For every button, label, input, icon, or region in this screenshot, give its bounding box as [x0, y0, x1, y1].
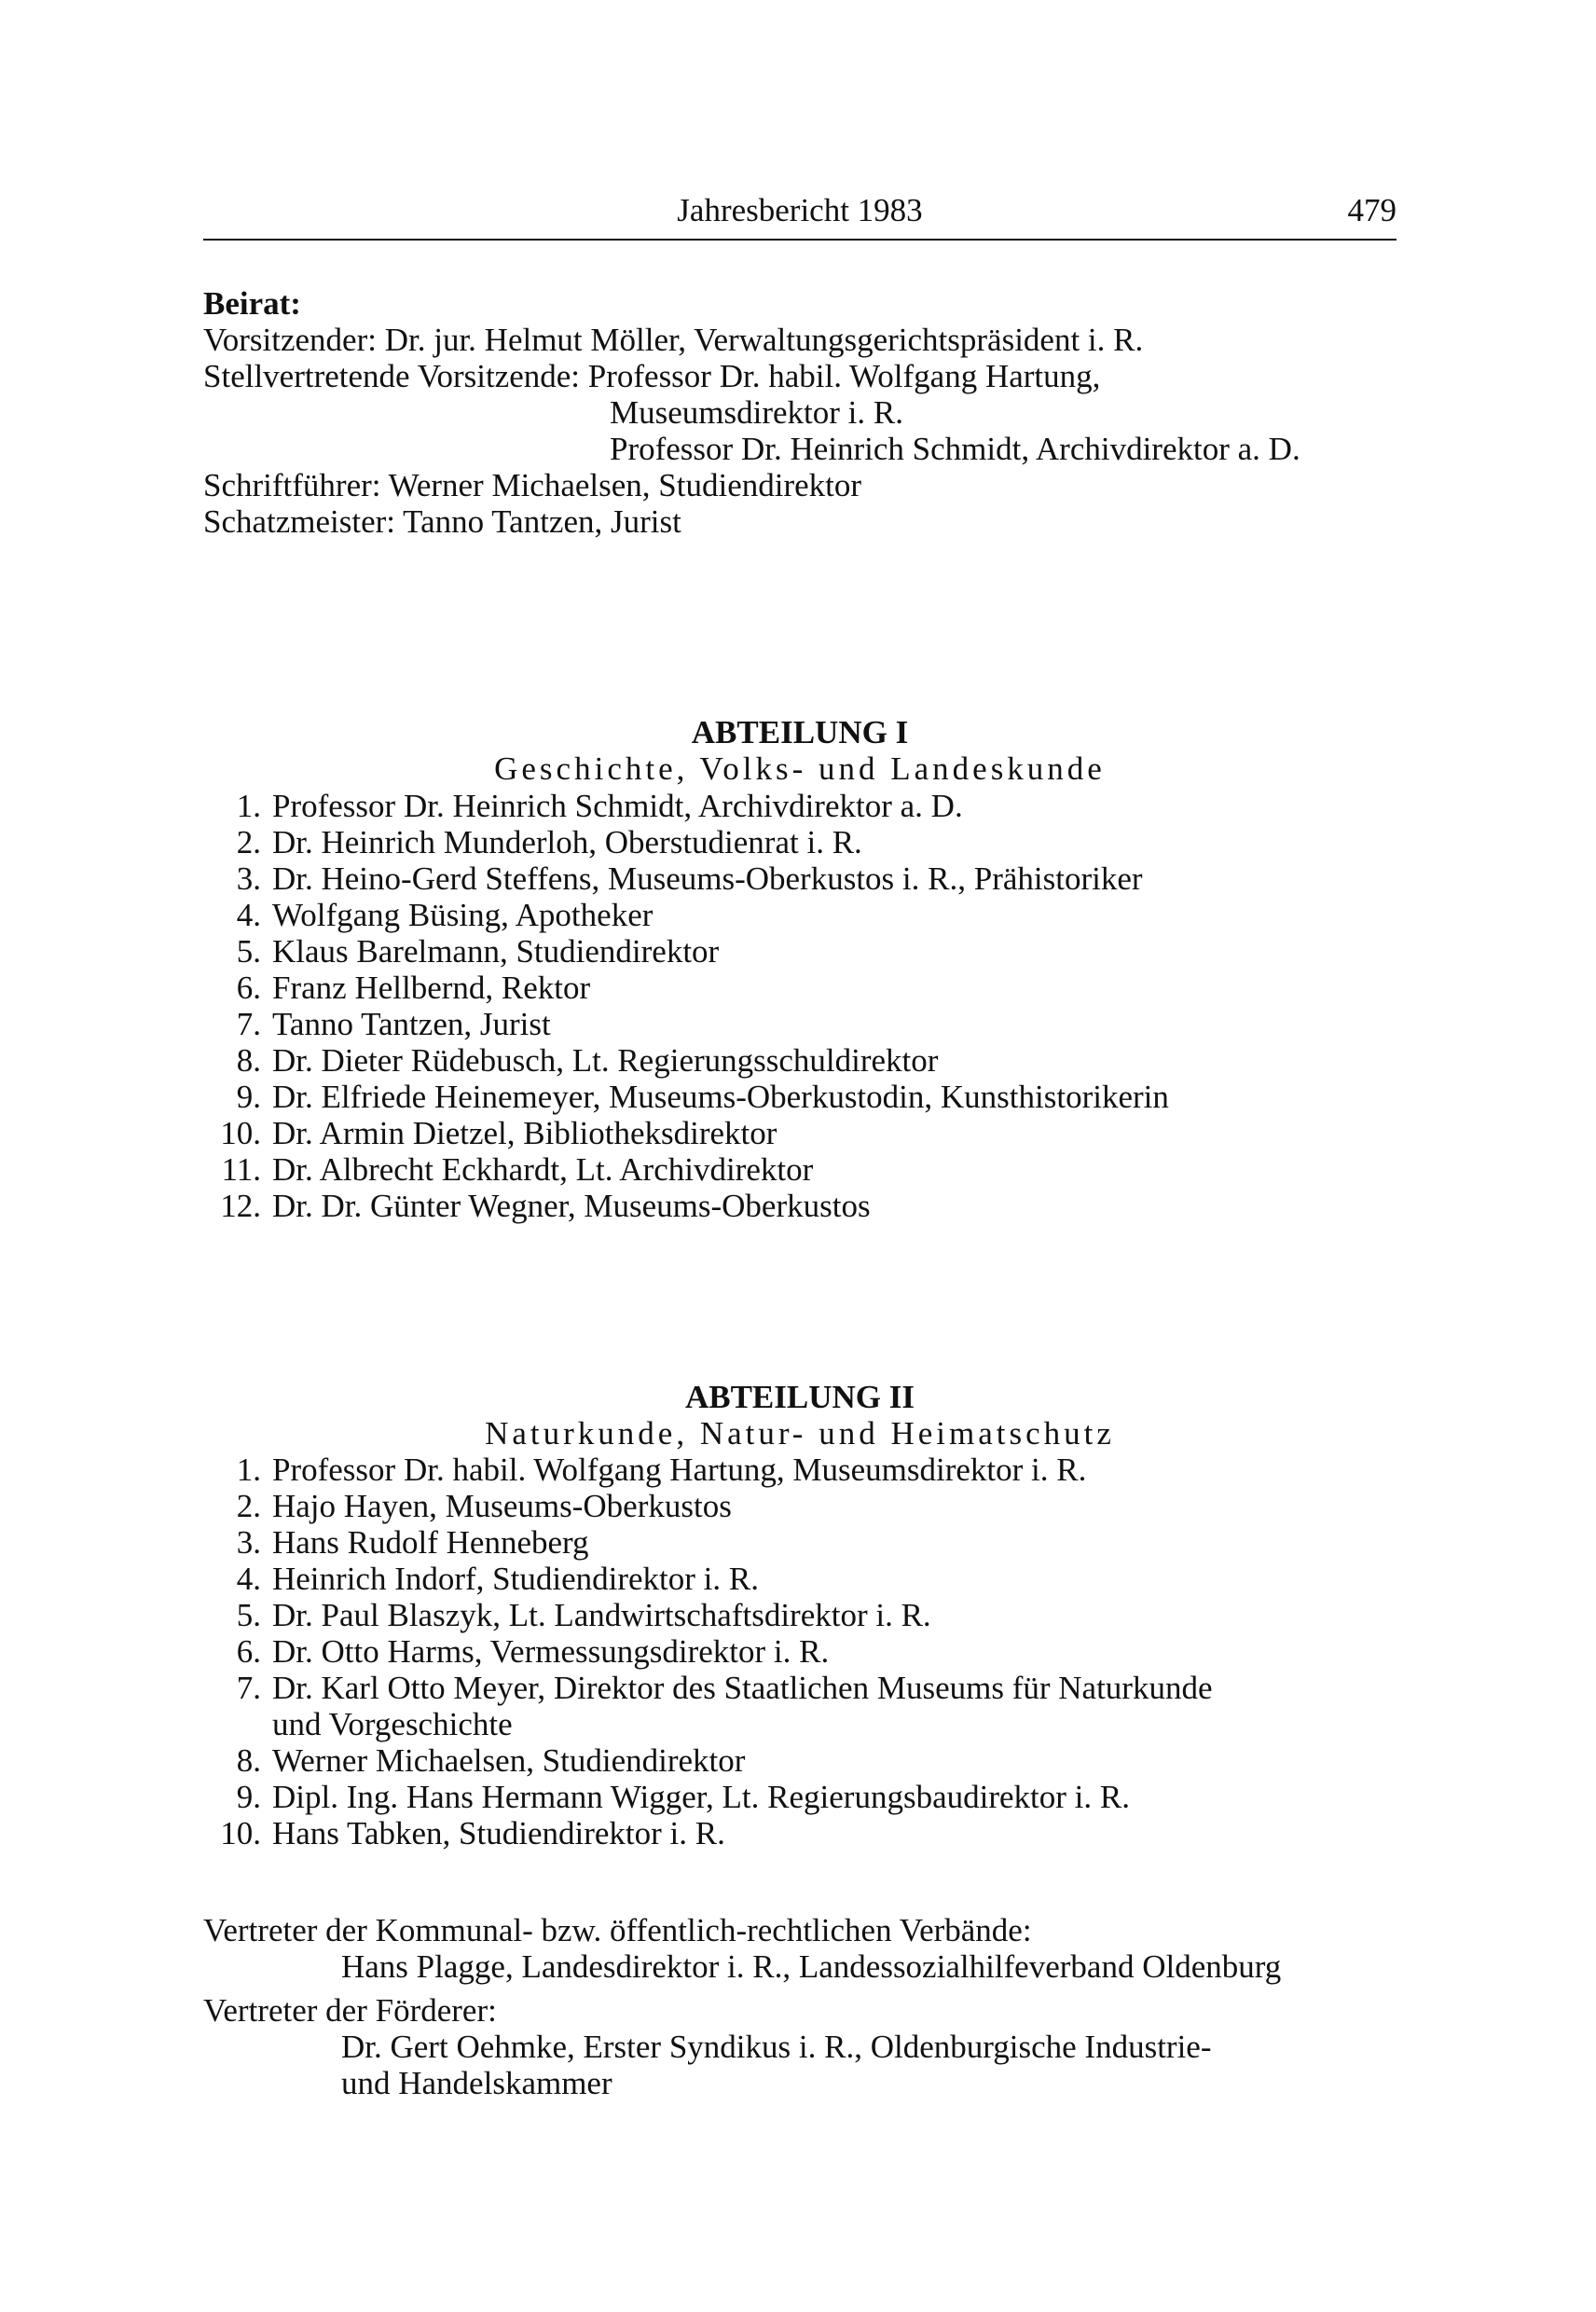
item-number: 6.: [236, 970, 261, 1006]
item-number: 1.: [236, 788, 261, 824]
item-text: Dr. Paul Blaszyk, Lt. Landwirtschaftsdirektor i. R.: [272, 1597, 931, 1633]
item-number: 5.: [236, 1597, 261, 1633]
list-item: [203, 1561, 1415, 1597]
item-number: 3.: [236, 1524, 261, 1561]
item-text: Hans Rudolf Henneberg: [272, 1524, 589, 1561]
list-item-continuation: [203, 1706, 1415, 1742]
foerderer-name: Dr. Gert Oehmke, Erster Syndikus i. R., Oldenburgische Industrie-: [341, 2029, 1212, 2065]
abteilung-2-heading: [203, 1379, 1396, 1452]
item-text: Klaus Barelmann, Studiendirektor: [272, 933, 720, 970]
abteilung-1-subtitle: Geschichte, Volks- und Landeskunde: [494, 750, 1106, 787]
beirat-heading: Beirat:: [203, 285, 301, 322]
item-number: 8.: [236, 1042, 261, 1079]
item-text: Heinrich Indorf, Studiendirektor i. R.: [272, 1561, 759, 1597]
stellvertretende-line-2: Professor Dr. Heinrich Schmidt, Archivdirektor a. D.: [610, 431, 1300, 467]
item-text: Dr. Heino-Gerd Steffens, Museums-Oberkustos i. R., Prähistoriker: [272, 860, 1143, 897]
item-number: 10.: [220, 1115, 261, 1151]
list-item: [203, 1742, 1415, 1779]
item-text: Wolfgang Büsing, Apotheker: [272, 897, 654, 933]
item-number: 12.: [220, 1188, 261, 1224]
stellvertretende-line: Stellvertretende Vorsitzende: Professor Dr. habil. Wolfgang Hartung,: [203, 358, 1101, 394]
item-number: 6.: [236, 1633, 261, 1670]
foerderer-name-cont: und Handelskammer: [341, 2065, 612, 2101]
item-number: 1.: [236, 1452, 261, 1488]
abteilung-2-subtitle: Naturkunde, Natur- und Heimatschutz: [485, 1415, 1115, 1452]
kommunal-label: Vertreter der Kommunal- bzw. öffentlich-rechtlichen Verbände:: [203, 1912, 1032, 1948]
item-text: Dr. Heinrich Munderloh, Oberstudienrat i. R.: [272, 824, 862, 860]
item-number: 2.: [236, 824, 261, 860]
item-number: 7.: [236, 1670, 261, 1706]
list-item: [203, 1670, 1415, 1706]
item-number: 8.: [236, 1742, 261, 1779]
item-text: Dr. Albrecht Eckhardt, Lt. Archivdirektor: [272, 1151, 814, 1188]
list-item: [203, 1779, 1415, 1815]
list-item: [203, 788, 1415, 824]
item-text: Werner Michaelsen, Studiendirektor: [272, 1742, 746, 1779]
item-text: Dr. Karl Otto Meyer, Direktor des Staatlichen Museums für Naturkunde: [272, 1670, 1213, 1706]
item-number: 7.: [236, 1006, 261, 1042]
list-item: [203, 933, 1415, 970]
abteilung-1-title: ABTEILUNG I: [691, 714, 909, 750]
item-text: Professor Dr. Heinrich Schmidt, Archivdirektor a. D.: [272, 788, 963, 824]
abteilung-2-title: ABTEILUNG II: [684, 1379, 915, 1415]
list-item: [203, 1115, 1415, 1151]
list-item: [203, 824, 1415, 860]
item-number: 10.: [220, 1815, 261, 1851]
schriftfuehrer-line: Schriftführer: Werner Michaelsen, Studiendirektor: [203, 467, 862, 503]
stellvertretende-line-cont: Museumsdirektor i. R.: [610, 394, 903, 431]
item-number: 9.: [236, 1779, 261, 1815]
item-text: Franz Hellbernd, Rektor: [272, 970, 591, 1006]
vertreter-section: [203, 1912, 1415, 2101]
list-item: [203, 1151, 1415, 1188]
list-item: [203, 1815, 1415, 1851]
item-text: Dr. Armin Dietzel, Bibliotheksdirektor: [272, 1115, 777, 1151]
beirat-section: [203, 285, 1415, 540]
vorsitzender-line: Vorsitzender: Dr. jur. Helmut Möller, Verwaltungsgerichtspräsident i. R.: [203, 322, 1144, 358]
item-number: 11.: [221, 1151, 261, 1188]
item-number: 4.: [236, 1561, 261, 1597]
list-item: [203, 1006, 1415, 1042]
list-item: [203, 1042, 1415, 1079]
page-number: 479: [1347, 192, 1396, 228]
item-text-continuation: und Vorgeschichte: [272, 1706, 513, 1742]
item-text: Tanno Tantzen, Jurist: [272, 1006, 551, 1042]
page-header: [203, 192, 1396, 241]
list-item: [203, 970, 1415, 1006]
item-text: Dr. Dr. Günter Wegner, Museums-Oberkustos: [272, 1188, 871, 1224]
list-item: [203, 1633, 1415, 1670]
list-item: [203, 1488, 1415, 1524]
list-item: [203, 897, 1415, 933]
abteilung-1-heading: [203, 714, 1396, 787]
item-number: 3.: [236, 860, 261, 897]
item-text: Hans Tabken, Studiendirektor i. R.: [272, 1815, 725, 1851]
item-number: 4.: [236, 897, 261, 933]
item-text: Hajo Hayen, Museums-Oberkustos: [272, 1488, 732, 1524]
schatzmeister-line: Schatzmeister: Tanno Tantzen, Jurist: [203, 503, 681, 540]
item-number: 2.: [236, 1488, 261, 1524]
item-text: Dipl. Ing. Hans Hermann Wigger, Lt. Regierungsbaudirektor i. R.: [272, 1779, 1130, 1815]
list-item: [203, 1524, 1415, 1561]
item-number: 9.: [236, 1079, 261, 1115]
list-item: [203, 1188, 1415, 1224]
item-text: Dr. Otto Harms, Vermessungsdirektor i. R.: [272, 1633, 830, 1670]
running-title: Jahresbericht 1983: [677, 192, 923, 228]
item-number: 5.: [236, 933, 261, 970]
abteilung-2-list: [203, 1452, 1415, 1851]
kommunal-name: Hans Plagge, Landesdirektor i. R., Landessozialhilfeverband Oldenburg: [341, 1948, 1282, 1985]
item-text: Professor Dr. habil. Wolfgang Hartung, Museumsdirektor i. R.: [272, 1452, 1087, 1488]
list-item: [203, 1452, 1415, 1488]
list-item: [203, 860, 1415, 897]
abteilung-1-list: [203, 788, 1415, 1224]
foerderer-label: Vertreter der Förderer:: [203, 1992, 497, 2029]
item-text: Dr. Dieter Rüdebusch, Lt. Regierungsschuldirektor: [272, 1042, 939, 1079]
list-item: [203, 1597, 1415, 1633]
list-item: [203, 1079, 1415, 1115]
item-text: Dr. Elfriede Heinemeyer, Museums-Oberkustodin, Kunsthistorikerin: [272, 1079, 1169, 1115]
